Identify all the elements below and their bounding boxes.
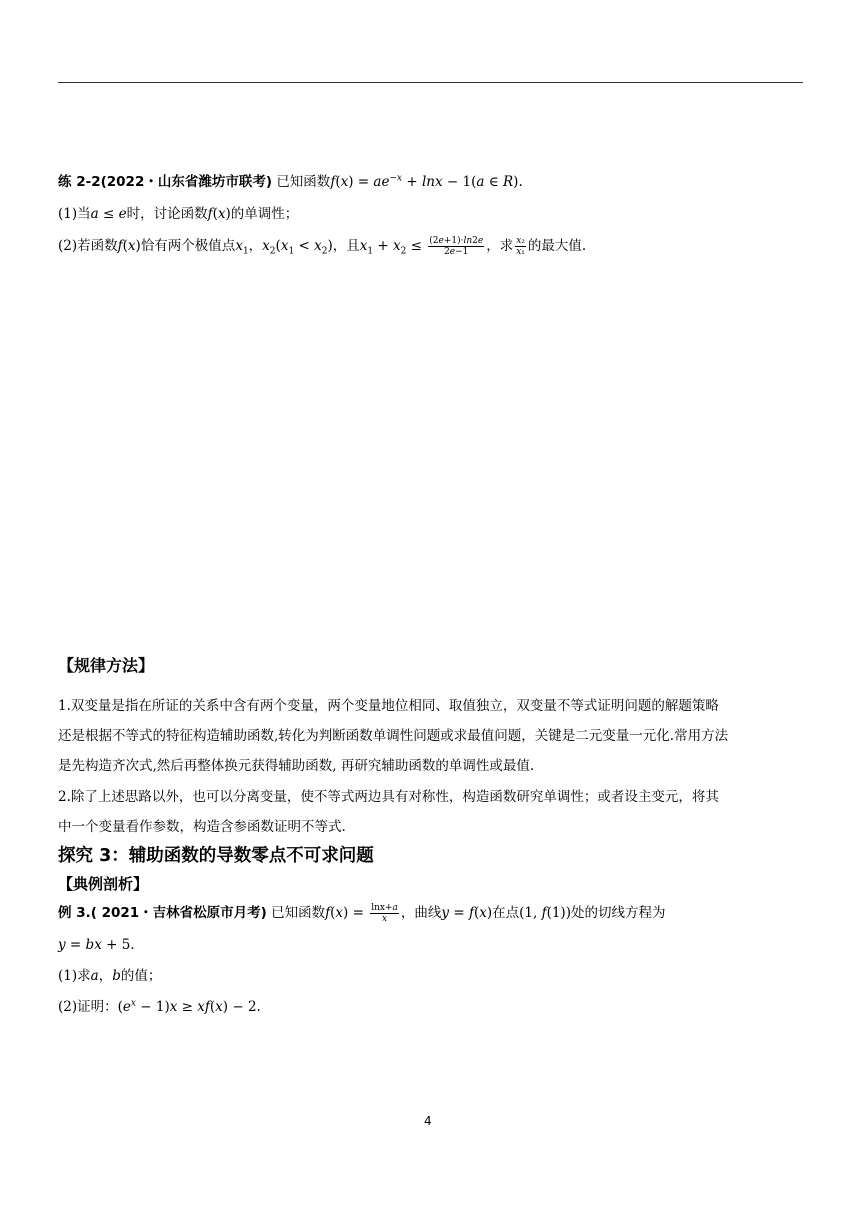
exercise-function: f (330, 174, 336, 190)
example-stem: 例 3.( 2021・吉林省松原市月考) 已知函数f(x) = $\frac{\ln x+a}{x}$ ，曲线y = f(x)在点(1, f(1))处的切线方程为 (58, 903, 666, 924)
example-tangent-eq: y = bx + 5. (58, 937, 135, 953)
method-title: 【规律方法】 (58, 656, 155, 675)
exercise-stem: 练 2-2(2022・山东省潍坊市联考) 已知函数$f(x) = ae^{-x} + \ln x - 1(a$ ∈ R). (58, 173, 523, 190)
exercise-q2: (2)若函数f(x)恰有两个极值点$x_1$，$x_2(x_1 < x_2)$，且$x_1 + x_2$ ≤ $\frac{(2e+1)\cdot\ln 2e}{2e-1}$ ，求 $\frac{\text{x₂}}{\text{x₁}}$ 的最大值. (58, 236, 587, 257)
page-number: 4 (424, 1114, 432, 1128)
example-title: 【典例剖析】 (58, 875, 149, 893)
exercise-stem-text: 已知函数 (276, 174, 331, 190)
fraction-function: $\frac{\ln x+a}{x}$ (371, 903, 398, 924)
explore-title: 探究 3：辅助函数的导数零点不可求问题 (58, 846, 374, 866)
method-p2-line2: 中一个变量看作参数，构造含参函数证明不等式. (58, 819, 346, 835)
fraction-bound: $\frac{(2e+1)\cdot\ln 2e}{2e-1}$ (429, 236, 484, 257)
fraction-ratio: $\frac{\text{x₂}}{\text{x₁}}$ (516, 236, 525, 257)
exercise-q1: (1)当a ≤ e时，讨论函数f(x)的单调性； (58, 206, 299, 222)
method-p1-line1: 1.双变量是指在所证的关系中含有两个变量，两个变量地位相同、取值独立，双变量不等式证明问题的解题策略 (58, 698, 719, 714)
example-source: 例 3.( 2021・吉林省松原市月考) (58, 905, 267, 921)
method-p2-line1: 2.除了上述思路以外，也可以分离变量，使不等式两边具有对称性，构造函数研究单调性；或者设主变元，将其 (58, 789, 719, 805)
method-p1-line2: 还是根据不等式的特征构造辅助函数,转化为判断函数单调性问题或求最值问题，关键是二元变量一元化.常用方法 (58, 728, 729, 744)
method-p1-line3: 是先构造齐次式,然后再整体换元获得辅助函数, 再研究辅助函数的单调性或最值. (58, 758, 535, 774)
example-q1: (1)求a，b的值； (58, 968, 162, 984)
example-q2: (2)证明：$(e^x - 1)x \ge xf(x) - 2$. (58, 998, 261, 1015)
exercise-source: 练 2-2(2022・山东省潍坊市联考) (58, 174, 273, 190)
header-rule (58, 82, 803, 83)
